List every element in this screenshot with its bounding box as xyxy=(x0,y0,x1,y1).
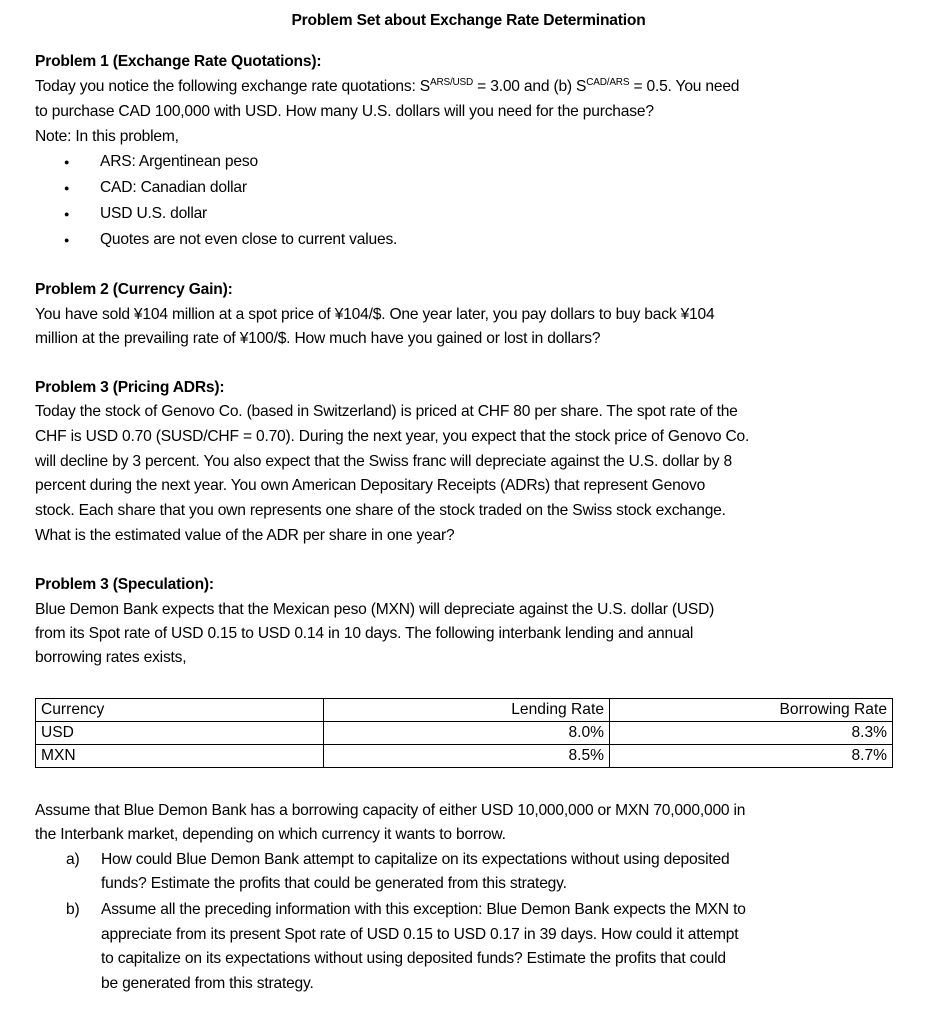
problem1-text xyxy=(35,77,739,97)
problem3-text: What is the estimated value of the ADR per share in one year? xyxy=(35,527,455,544)
table-cell: MXN xyxy=(36,745,324,768)
header-cell: Borrowing Rate xyxy=(610,699,893,722)
problem3-text: percent during the next year. You own American Depositary Receipts (ADRs) that represent Genovo xyxy=(35,477,706,494)
problem2-text: million at the prevailing rate of ¥100/$. How much have you gained or lost in dollars? xyxy=(35,330,601,347)
table-row xyxy=(36,722,893,745)
problem3-heading: Problem 3 (Pricing ADRs): xyxy=(35,379,225,396)
problem3-text: CHF is USD 0.70 (SUSD/CHF = 0.70). During the next year, you expect that the stock price of Genovo Co. xyxy=(35,428,750,445)
text: = 3.00 and (b) S xyxy=(473,78,587,95)
problem4-text: the Interbank market, depending on which currency it wants to borrow. xyxy=(35,826,506,843)
text: Today you notice the following exchange rate quotations: S xyxy=(35,78,430,95)
problem3-text: will decline by 3 percent. You also expect that the Swiss franc will depreciate against the U.S. dollar by 8 xyxy=(35,453,732,470)
problem1-note: Note: In this problem, xyxy=(35,128,179,145)
bullet-item xyxy=(66,178,247,198)
table-row xyxy=(36,745,893,768)
problem4-text: Blue Demon Bank expects that the Mexican peso (MXN) will depreciate against the U.S. dollar (USD) xyxy=(35,601,715,618)
list-marker: a) xyxy=(66,851,80,868)
bullet-item xyxy=(66,230,397,250)
problem1-heading: Problem 1 (Exchange Rate Quotations): xyxy=(35,53,322,70)
text: = 0.5. You need xyxy=(629,78,740,95)
bullet-text: USD U.S. dollar xyxy=(100,205,208,222)
bullet-item xyxy=(66,204,207,224)
problem4-text: Assume that Blue Demon Bank has a borrowing capacity of either USD 10,000,000 or MXN 70,000,000 in xyxy=(35,802,746,819)
bullet-text: CAD: Canadian dollar xyxy=(100,179,247,196)
rates-table xyxy=(35,698,893,768)
table-cell: 8.7% xyxy=(610,745,893,768)
table-cell: 8.5% xyxy=(324,745,610,768)
question-b-text: Assume all the preceding information with this exception: Blue Demon Bank expects the MXN to xyxy=(101,901,746,918)
question-a-text: funds? Estimate the profits that could be generated from this strategy. xyxy=(101,875,567,892)
problem4-heading: Problem 3 (Speculation): xyxy=(35,576,214,593)
header-cell: Currency xyxy=(36,699,324,722)
problem4-text: borrowing rates exists, xyxy=(35,649,187,666)
table-cell: USD xyxy=(36,722,324,745)
header-cell: Lending Rate xyxy=(324,699,610,722)
table-cell: 8.3% xyxy=(610,722,893,745)
problem4-text: from its Spot rate of USD 0.15 to USD 0.14 in 10 days. The following interbank lending and annual xyxy=(35,625,694,642)
problem3-text: stock. Each share that you own represents one share of the stock traded on the Swiss stock exchange. xyxy=(35,502,726,519)
problem3-text: Today the stock of Genovo Co. (based in Switzerland) is priced at CHF 80 per share. The spot rate of the xyxy=(35,403,738,420)
bullet-text: Quotes are not even close to current values. xyxy=(100,231,398,248)
question-b-text: appreciate from its present Spot rate of USD 0.15 to USD 0.17 in 39 days. How could it attempt xyxy=(101,926,739,943)
problem2-text: You have sold ¥104 million at a spot price of ¥104/$. One year later, you pay dollars to buy back ¥104 xyxy=(35,306,715,323)
list-marker: b) xyxy=(66,901,80,918)
superscript: ARS/USD xyxy=(429,77,474,88)
document-title: Problem Set about Exchange Rate Determination xyxy=(291,12,646,29)
problem1-text: to purchase CAD 100,000 with USD. How many U.S. dollars will you need for the purchase? xyxy=(35,103,654,120)
question-a-text: How could Blue Demon Bank attempt to capitalize on its expectations without using deposited xyxy=(101,851,730,868)
table-cell: 8.0% xyxy=(324,722,610,745)
table-header-row xyxy=(36,699,893,722)
bullet-text: ARS: Argentinean peso xyxy=(100,153,258,170)
question-b-text: to capitalize on its expectations without using deposited funds? Estimate the profits that could xyxy=(101,950,726,967)
problem2-heading: Problem 2 (Currency Gain): xyxy=(35,281,233,298)
question-b-text: be generated from this strategy. xyxy=(101,975,314,992)
superscript: CAD/ARS xyxy=(586,77,630,88)
bullet-item xyxy=(66,152,258,172)
